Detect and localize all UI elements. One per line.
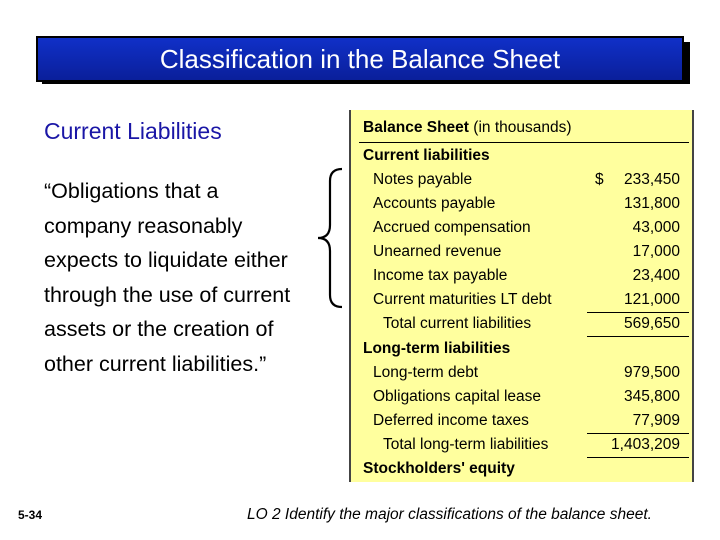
divider xyxy=(359,142,689,143)
quote-line: other current liabilities.” xyxy=(44,351,267,376)
row-label: Accounts payable xyxy=(373,195,496,212)
learning-objective: LO 2 Identify the major classifications of the balance sheet. xyxy=(247,506,652,523)
balance-sheet-title-note: (in thousands) xyxy=(473,119,572,136)
curly-brace-icon xyxy=(312,167,348,309)
row-amount: 233,450 xyxy=(623,171,680,188)
stockholders-equity-heading: Stockholders' equity xyxy=(363,460,515,477)
quote-line: expects to liquidate either xyxy=(44,248,288,272)
current-liabilities-heading: Current liabilities xyxy=(363,147,490,164)
row-label: Income tax payable xyxy=(373,267,508,284)
row-label: Current maturities LT debt xyxy=(373,291,552,308)
slide-number: 5-34 xyxy=(18,508,43,522)
section-heading-row xyxy=(351,457,696,481)
table-row xyxy=(351,216,696,240)
table-row xyxy=(351,385,696,409)
table-row xyxy=(351,409,696,433)
balance-sheet-title-row xyxy=(351,116,696,140)
row-amount: 23,400 xyxy=(632,267,680,284)
balance-sheet-panel xyxy=(349,110,694,482)
total-row xyxy=(351,433,696,457)
row-amount: 17,000 xyxy=(632,243,680,260)
row-amount: 77,909 xyxy=(632,412,680,429)
section-heading-row xyxy=(351,337,696,361)
total-amount: 1,403,209 xyxy=(611,436,680,453)
row-label: Notes payable xyxy=(373,171,473,188)
balance-sheet-title: Balance Sheet xyxy=(363,119,469,136)
long-term-liabilities-heading: Long-term liabilities xyxy=(363,340,511,357)
page-title: Classification in the Balance Sheet xyxy=(36,36,684,82)
table-row xyxy=(351,192,696,216)
quote-line: “Obligations that a xyxy=(44,179,219,203)
quote-line: assets or the creation of xyxy=(44,317,274,341)
row-label: Obligations capital lease xyxy=(373,388,542,405)
table-row xyxy=(351,361,696,385)
row-amount: 131,800 xyxy=(623,195,680,212)
quote-line: company reasonably xyxy=(44,213,243,238)
total-label: Total current liabilities xyxy=(383,315,532,332)
quote-line: through the use of current xyxy=(44,282,291,307)
total-amount: 569,650 xyxy=(623,315,680,332)
row-label: Accrued compensation xyxy=(373,219,531,236)
definition-quote xyxy=(44,174,334,381)
row-amount: 979,500 xyxy=(623,364,680,381)
row-amount: 43,000 xyxy=(632,219,680,236)
total-label: Total long-term liabilities xyxy=(383,436,549,453)
total-row xyxy=(351,312,696,336)
table-row xyxy=(351,168,696,192)
row-label: Unearned revenue xyxy=(373,243,502,260)
section-heading-row xyxy=(351,144,696,168)
table-row xyxy=(351,240,696,264)
row-label: Long-term debt xyxy=(373,364,479,381)
dollar-sign: $ xyxy=(595,171,604,188)
table-row xyxy=(351,288,696,312)
row-label: Deferred income taxes xyxy=(373,412,529,429)
section-subtitle: Current Liabilities xyxy=(44,118,222,144)
row-amount: 345,800 xyxy=(623,388,680,405)
row-amount: 121,000 xyxy=(623,291,680,308)
table-row xyxy=(351,264,696,288)
